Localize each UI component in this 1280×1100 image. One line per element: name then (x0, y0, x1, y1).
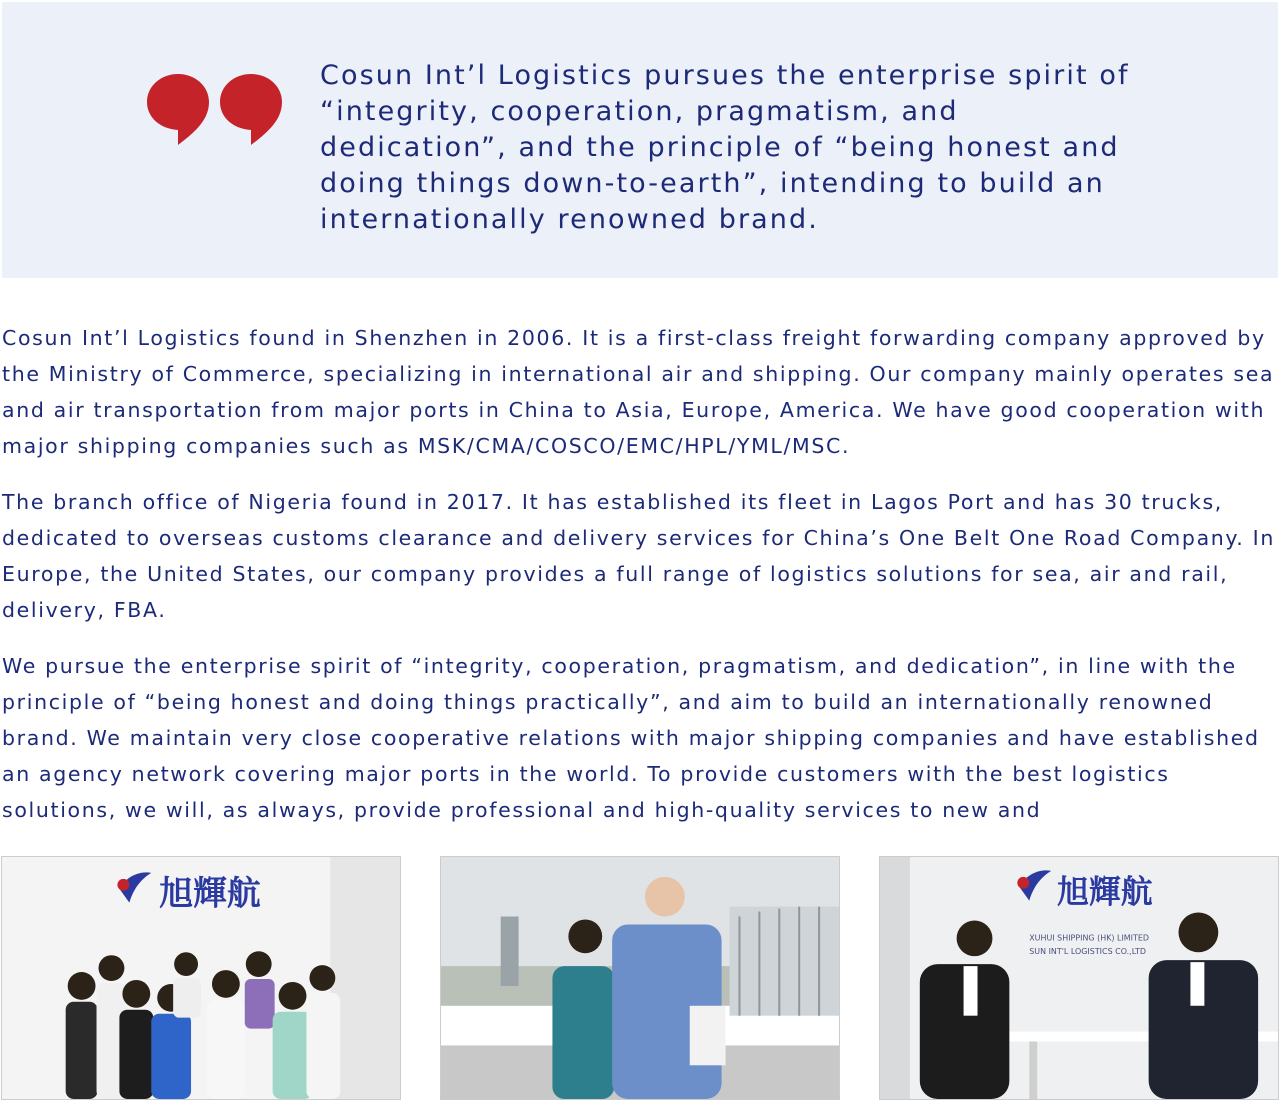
quotation-marks-icon (147, 72, 287, 152)
office-meeting-photo (879, 856, 1279, 1100)
logo-chinese-text: 旭輝航 (159, 872, 261, 913)
sign-chinese-text: 旭輝航 (1057, 873, 1153, 911)
sign-line-2: SUN INT'L LOGISTICS CO.,LTD (1029, 947, 1147, 957)
about-paragraph: The branch office of Nigeria found in 2017. It has established its fleet in Lagos Port and has 30 trucks, dedicated to overseas customs clearance and delivery services for China’s One Belt One Road Company. In Europe, the United States, our company provides a full range of logistics solutions for sea, air and rail, delivery, FBA. (2, 490, 1275, 622)
about-paragraph: Cosun Int’l Logistics found in Shenzhen in 2006. It is a first-class freight forwarding company approved by the Ministry of Commerce, specializing in international air and shipping. Our company mainly operates sea and air transportation from major ports in China to Asia, Europe, America. We have good cooperation with major shipping companies such as MSK/CMA/COSCO/EMC/HPL/YML/MSC. (2, 326, 1275, 458)
exhibition-photo (440, 856, 840, 1100)
quote-text: Cosun Int’l Logistics pursues the enterprise spirit of “integrity, cooperation, pragmatism, and dedication”, and the principle of “being honest and doing things down-to-earth”, intending to build an internationally renowned brand. (320, 60, 1130, 235)
sign-line-1: XUHUI SHIPPING (HK) LIMITED (1029, 933, 1150, 943)
about-paragraph: We pursue the enterprise spirit of “integrity, cooperation, pragmatism, and dedication”, in line with the principle of “being honest and doing things practically”, and aim to build an internationally renowned brand. We maintain very close cooperative relations with major shipping companies and have established an agency network covering major ports in the world. To provide customers with the best logistics solutions, we will, as always, provide professional and high-quality services to new and (2, 654, 1260, 822)
about-section (2, 320, 1278, 848)
team-photo (1, 856, 401, 1100)
quote-banner (2, 2, 1278, 278)
